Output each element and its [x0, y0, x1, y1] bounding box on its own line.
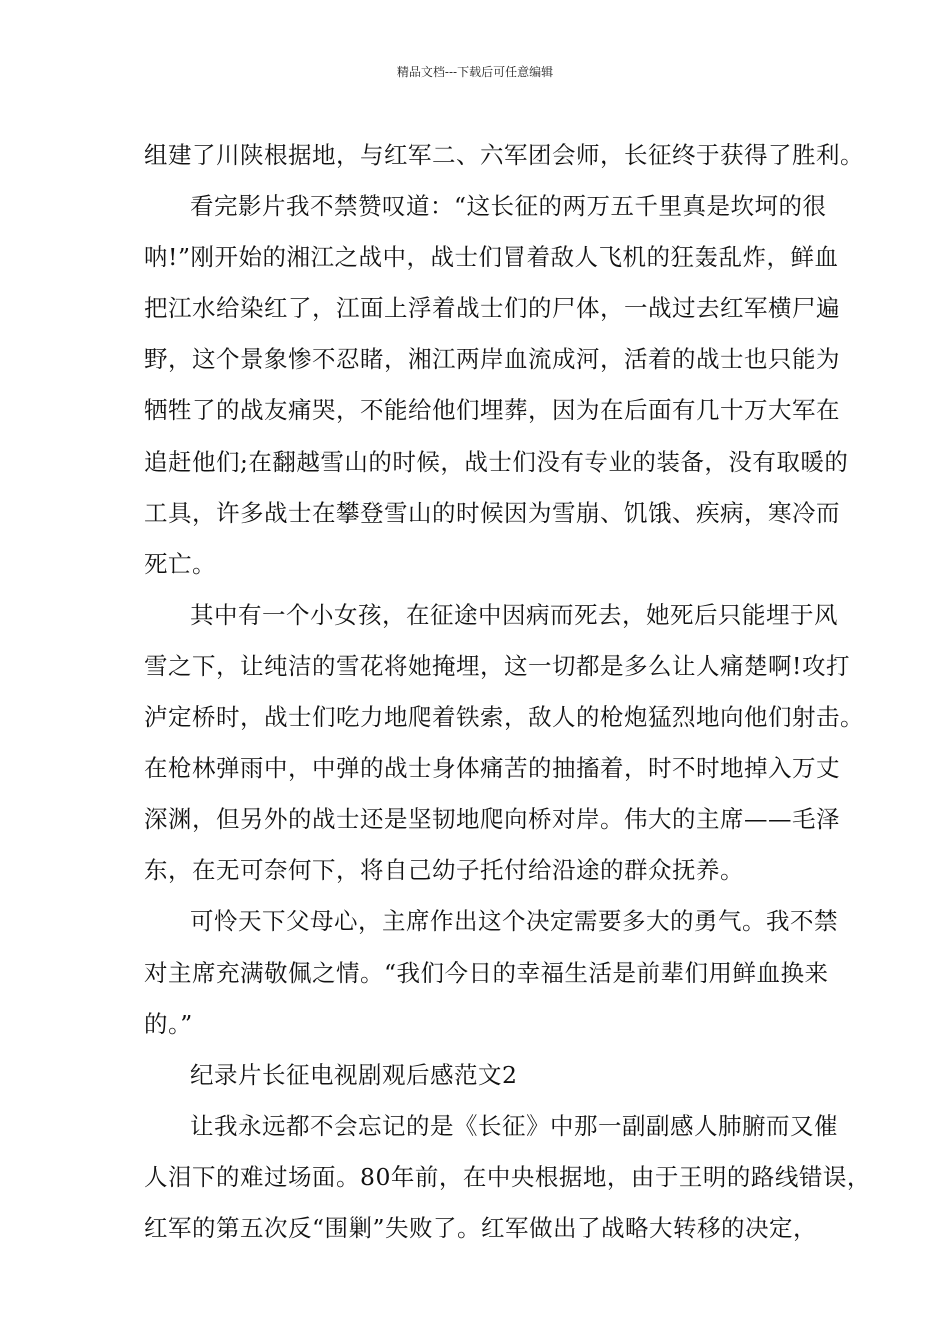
text-line: 对主席充满敬佩之情。“我们今日的幸福生活是前辈们用鲜血换来	[144, 958, 829, 987]
text-line: 工具，许多战士在攀登雪山的时候因为雪崩、饥饿、疾病，寒冷而	[144, 498, 840, 527]
text-line: 人泪下的难过场面。80年前，在中央根据地，由于王明的路线错误，	[144, 1162, 871, 1191]
text-line: 可怜天下父母心，主席作出这个决定需要多大的勇气。我不禁	[190, 907, 838, 936]
text-line: 组建了川陕根据地，与红军二、六军团会师，长征终于获得了胜利。	[144, 141, 864, 169]
text-line: 泸定桥时，战士们吃力地爬着铁索，敌人的枪炮猛烈地向他们射击。	[144, 703, 864, 732]
text-line: 雪之下，让纯洁的雪花将她掩埋，这一切都是多么让人痛楚啊!攻打	[144, 651, 850, 680]
text-line: 追赶他们;在翻越雪山的时候，战士们没有专业的装备，没有取暖的	[144, 447, 849, 476]
text-line: 的。”	[144, 1009, 193, 1038]
text-line: 呐!”刚开始的湘江之战中，战士们冒着敌人飞机的狂轰乱炸，鲜血	[144, 243, 839, 272]
text-line: 在枪林弹雨中，中弹的战士身体痛苦的抽搐着，时不时地掉入万丈	[144, 754, 840, 783]
text-line: 深渊，但另外的战士还是坚韧地爬向桥对岸。伟大的主席——毛泽	[144, 805, 840, 834]
text-line: 东，在无可奈何下，将自己幼子托付给沿途的群众抚养。	[144, 856, 744, 885]
text-line: 纪录片长征电视剧观后感范文2	[190, 1060, 518, 1089]
text-line: 野，这个景象惨不忍睹，湘江两岸血流成河，活着的战士也只能为	[144, 345, 840, 374]
text-line: 看完影片我不禁赞叹道：“这长征的两万五千里真是坎坷的很	[190, 192, 827, 221]
text-line: 让我永远都不会忘记的是《长征》中那一副副感人肺腑而又催	[190, 1111, 838, 1140]
text-line: 牺牲了的战友痛哭，不能给他们埋葬，因为在后面有几十万大军在	[144, 396, 840, 425]
page-header: 精品文档---下载后可任意编辑	[396, 65, 554, 79]
text-line: 把江水给染红了，江面上浮着战士们的尸体，一战过去红军横尸遍	[144, 294, 840, 323]
text-line: 其中有一个小女孩，在征途中因病而死去，她死后只能埋于风	[190, 600, 838, 629]
text-line: 红军的第五次反“围剿”失败了。红军做出了战略大转移的决定，	[144, 1213, 818, 1242]
body-text	[144, 130, 871, 1254]
text-line: 死亡。	[144, 549, 216, 578]
